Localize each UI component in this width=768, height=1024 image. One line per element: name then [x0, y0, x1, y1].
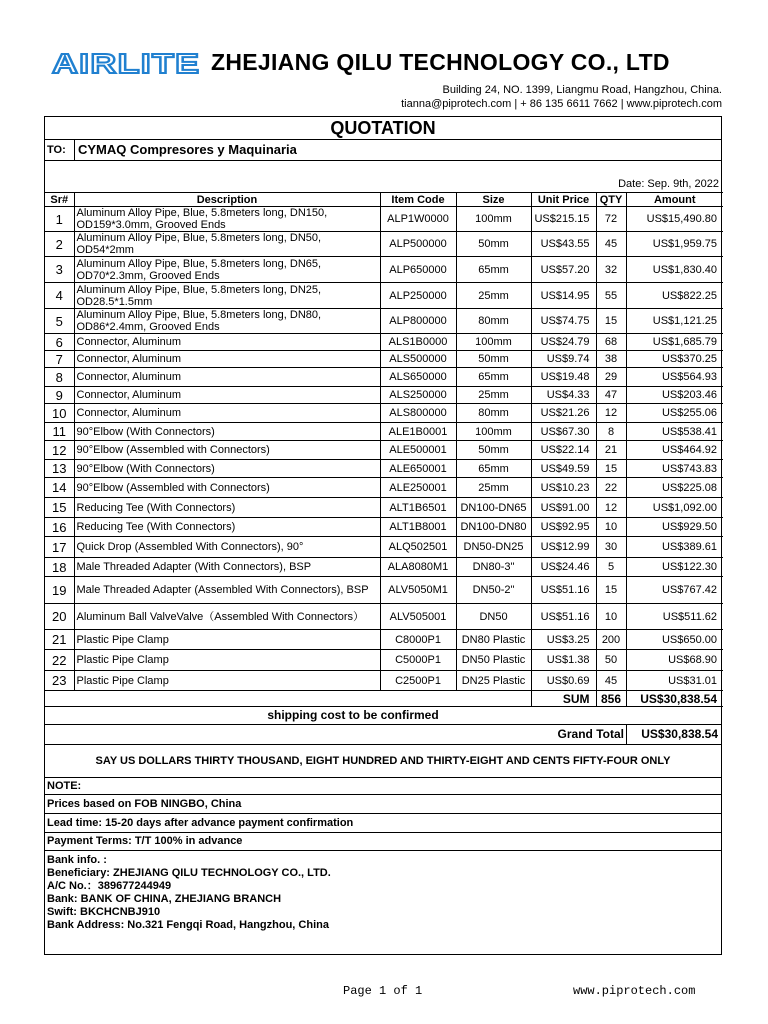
item-description: 90°Elbow (With Connectors) [74, 460, 380, 478]
note-heading: NOTE: [45, 778, 721, 795]
header-amount: Amount [626, 193, 723, 207]
bank-info [45, 851, 721, 954]
table-row [45, 368, 723, 387]
item-amount: US$743.83 [626, 460, 723, 478]
quotation-sheet [44, 116, 722, 955]
item-description: Connector, Aluminum [74, 387, 380, 404]
sum-qty: 856 [596, 691, 626, 707]
item-size: DN80-3" [456, 558, 531, 577]
item-amount: US$1,830.40 [626, 257, 723, 283]
item-description: Reducing Tee (With Connectors) [74, 498, 380, 518]
item-code: ALA8080M1 [380, 558, 456, 577]
item-description: 90°Elbow (Assembled with Connectors) [74, 441, 380, 460]
item-description: Plastic Pipe Clamp [74, 650, 380, 671]
company-name: ZHEJIANG QILU TECHNOLOGY CO., LTD [211, 49, 670, 75]
item-size: 50mm [456, 232, 531, 257]
item-size: DN100-DN65 [456, 498, 531, 518]
item-unit-price: US$21.26 [531, 404, 596, 423]
item-qty: 15 [596, 460, 626, 478]
item-unit-price: US$74.75 [531, 309, 596, 334]
item-sr: 10 [45, 404, 74, 423]
item-unit-price: US$3.25 [531, 630, 596, 650]
item-code: ALS800000 [380, 404, 456, 423]
item-qty: 30 [596, 537, 626, 558]
item-description: Connector, Aluminum [74, 351, 380, 368]
item-code: C2500P1 [380, 671, 456, 691]
item-code: ALV505001 [380, 604, 456, 630]
item-description: Reducing Tee (With Connectors) [74, 518, 380, 537]
item-size: DN50-2" [456, 577, 531, 604]
item-qty: 10 [596, 604, 626, 630]
item-amount: US$389.61 [626, 537, 723, 558]
item-unit-price: US$51.16 [531, 604, 596, 630]
shipping-note: shipping cost to be confirmed [45, 707, 721, 725]
item-unit-price: US$9.74 [531, 351, 596, 368]
sum-blank [380, 691, 456, 707]
quote-date: Date: Sep. 9th, 2022 [618, 178, 719, 190]
item-qty: 55 [596, 283, 626, 309]
table-row [45, 334, 723, 351]
table-row [45, 518, 723, 537]
item-code: ALQ502501 [380, 537, 456, 558]
item-unit-price: US$57.20 [531, 257, 596, 283]
item-qty: 45 [596, 232, 626, 257]
table-row [45, 478, 723, 498]
item-size: DN80 Plastic [456, 630, 531, 650]
bank-line: Beneficiary: ZHEJIANG QILU TECHNOLOGY CO., LTD. [47, 867, 331, 879]
to-row [45, 140, 721, 161]
bank-line: Bank: BANK OF CHINA, ZHEJIANG BRANCH [47, 893, 282, 905]
item-qty: 38 [596, 351, 626, 368]
header-size: Size [456, 193, 531, 207]
item-code: ALS500000 [380, 351, 456, 368]
item-sr: 9 [45, 387, 74, 404]
table-row [45, 404, 723, 423]
item-amount: US$564.93 [626, 368, 723, 387]
table-row [45, 351, 723, 368]
item-amount: US$370.25 [626, 351, 723, 368]
sum-amount: US$30,838.54 [626, 691, 723, 707]
sum-blank [456, 691, 531, 707]
item-size: DN50 Plastic [456, 650, 531, 671]
item-size: 25mm [456, 478, 531, 498]
item-amount: US$1,092.00 [626, 498, 723, 518]
item-sr: 16 [45, 518, 74, 537]
item-qty: 10 [596, 518, 626, 537]
item-amount: US$929.50 [626, 518, 723, 537]
item-unit-price: US$49.59 [531, 460, 596, 478]
item-code: ALP1W0000 [380, 207, 456, 232]
item-qty: 12 [596, 498, 626, 518]
item-description: Plastic Pipe Clamp [74, 630, 380, 650]
item-description: Aluminum Alloy Pipe, Blue, 5.8meters long, DN80, OD86*2.4mm, Grooved Ends [74, 309, 380, 334]
item-qty: 21 [596, 441, 626, 460]
item-qty: 29 [596, 368, 626, 387]
item-sr: 11 [45, 423, 74, 441]
table-header [45, 193, 723, 207]
sum-row [45, 691, 723, 707]
sum-blank [74, 691, 380, 707]
item-qty: 15 [596, 309, 626, 334]
item-unit-price: US$92.95 [531, 518, 596, 537]
item-code: ALP250000 [380, 283, 456, 309]
item-description: Aluminum Alloy Pipe, Blue, 5.8meters long, DN25, OD28.5*1.5mm [74, 283, 380, 309]
item-unit-price: US$67.30 [531, 423, 596, 441]
item-sr: 17 [45, 537, 74, 558]
item-sr: 12 [45, 441, 74, 460]
item-qty: 12 [596, 404, 626, 423]
item-code: ALE500001 [380, 441, 456, 460]
item-unit-price: US$22.14 [531, 441, 596, 460]
sum-blank [45, 691, 74, 707]
item-sr: 19 [45, 577, 74, 604]
item-sr: 3 [45, 257, 74, 283]
item-unit-price: US$10.23 [531, 478, 596, 498]
footer-website: www.piprotech.com [573, 984, 696, 998]
item-qty: 22 [596, 478, 626, 498]
to-label: TO: [45, 140, 75, 160]
table-row [45, 577, 723, 604]
item-amount: US$203.46 [626, 387, 723, 404]
item-description: Plastic Pipe Clamp [74, 671, 380, 691]
item-sr: 21 [45, 630, 74, 650]
item-code: ALP650000 [380, 257, 456, 283]
item-sr: 15 [45, 498, 74, 518]
item-code: ALT1B6501 [380, 498, 456, 518]
blank-row [45, 161, 721, 177]
table-row [45, 283, 723, 309]
header-sr: Sr# [45, 193, 74, 207]
item-code: C8000P1 [380, 630, 456, 650]
grand-total-row [45, 725, 721, 745]
item-unit-price: US$12.99 [531, 537, 596, 558]
item-sr: 18 [45, 558, 74, 577]
header-unit-price: Unit Price [531, 193, 596, 207]
item-sr: 13 [45, 460, 74, 478]
item-size: 25mm [456, 283, 531, 309]
item-unit-price: US$24.79 [531, 334, 596, 351]
grand-total-label: Grand Total [544, 725, 627, 744]
table-row [45, 207, 723, 232]
item-sr: 8 [45, 368, 74, 387]
item-unit-price: US$24.46 [531, 558, 596, 577]
item-qty: 32 [596, 257, 626, 283]
company-address [401, 83, 722, 111]
table-row [45, 671, 723, 691]
item-size: DN100-DN80 [456, 518, 531, 537]
item-unit-price: US$19.48 [531, 368, 596, 387]
item-sr: 1 [45, 207, 74, 232]
item-description: 90°Elbow (Assembled with Connectors) [74, 478, 380, 498]
item-amount: US$15,490.80 [626, 207, 723, 232]
item-description: Aluminum Alloy Pipe, Blue, 5.8meters long, DN65, OD70*2.3mm, Grooved Ends [74, 257, 380, 283]
item-code: ALE1B0001 [380, 423, 456, 441]
item-qty: 72 [596, 207, 626, 232]
item-size: 80mm [456, 309, 531, 334]
item-qty: 68 [596, 334, 626, 351]
item-description: Connector, Aluminum [74, 404, 380, 423]
table-row [45, 537, 723, 558]
bank-line: A/C No.：389677244949 [47, 880, 172, 892]
quotation-title: QUOTATION [45, 117, 721, 140]
item-code: ALS1B0000 [380, 334, 456, 351]
item-amount: US$767.42 [626, 577, 723, 604]
item-sr: 7 [45, 351, 74, 368]
item-sr: 2 [45, 232, 74, 257]
item-qty: 200 [596, 630, 626, 650]
item-sr: 22 [45, 650, 74, 671]
item-code: ALT1B8001 [380, 518, 456, 537]
item-qty: 45 [596, 671, 626, 691]
table-row [45, 257, 723, 283]
header-description: Description [74, 193, 380, 207]
item-amount: US$225.08 [626, 478, 723, 498]
logo-text: AIRLITE [52, 48, 201, 79]
item-description: Male Threaded Adapter (Assembled With Connectors), BSP [74, 577, 380, 604]
item-code: C5000P1 [380, 650, 456, 671]
item-description: Aluminum Alloy Pipe, Blue, 5.8meters long, DN150, OD159*3.0mm, Grooved Ends [74, 207, 380, 232]
table-row [45, 387, 723, 404]
sum-label: SUM [531, 691, 596, 707]
bank-line: Swift: BKCHCNBJ910 [47, 906, 161, 918]
item-code: ALP500000 [380, 232, 456, 257]
header-item-code: Item Code [380, 193, 456, 207]
table-row [45, 558, 723, 577]
item-description: Connector, Aluminum [74, 368, 380, 387]
item-unit-price: US$1.38 [531, 650, 596, 671]
table-row [45, 460, 723, 478]
item-sr: 5 [45, 309, 74, 334]
bank-line: Bank info. : [47, 854, 107, 866]
item-qty: 8 [596, 423, 626, 441]
item-amount: US$511.62 [626, 604, 723, 630]
item-unit-price: US$215.15 [531, 207, 596, 232]
item-size: 25mm [456, 387, 531, 404]
item-size: DN50-DN25 [456, 537, 531, 558]
table-row [45, 650, 723, 671]
item-size: DN25 Plastic [456, 671, 531, 691]
item-amount: US$1,959.75 [626, 232, 723, 257]
item-amount: US$1,121.25 [626, 309, 723, 334]
item-description: Aluminum Ball ValveValve（Assembled With Connectors） [74, 604, 380, 630]
table-row [45, 423, 723, 441]
note-price-basis: Prices based on FOB NINGBO, China [45, 795, 721, 814]
item-size: 50mm [456, 441, 531, 460]
item-qty: 15 [596, 577, 626, 604]
item-description: Aluminum Alloy Pipe, Blue, 5.8meters long, DN50, OD54*2mm [74, 232, 380, 257]
bank-line: Bank Address: No.321 Fengqi Road, Hangzhou, China [47, 919, 329, 931]
note-lead-time: Lead time: 15-20 days after advance payment confirmation [45, 814, 721, 833]
item-unit-price: US$0.69 [531, 671, 596, 691]
item-amount: US$464.92 [626, 441, 723, 460]
item-description: 90°Elbow (With Connectors) [74, 423, 380, 441]
item-qty: 5 [596, 558, 626, 577]
item-code: ALE250001 [380, 478, 456, 498]
page-number: Page 1 of 1 [343, 984, 423, 998]
company-logo [52, 48, 201, 79]
item-size: 65mm [456, 460, 531, 478]
item-size: 65mm [456, 257, 531, 283]
customer-name: CYMAQ Compresores y Maquinaria [78, 142, 297, 157]
item-qty: 47 [596, 387, 626, 404]
table-row [45, 630, 723, 650]
item-size: DN50 [456, 604, 531, 630]
item-amount: US$1,685.79 [626, 334, 723, 351]
item-amount: US$31.01 [626, 671, 723, 691]
item-code: ALE650001 [380, 460, 456, 478]
note-payment-terms: Payment Terms: T/T 100% in advance [45, 833, 721, 851]
item-sr: 23 [45, 671, 74, 691]
header-qty: QTY [596, 193, 626, 207]
item-unit-price: US$4.33 [531, 387, 596, 404]
item-size: 100mm [456, 207, 531, 232]
item-amount: US$650.00 [626, 630, 723, 650]
grand-total-value: US$30,838.54 [641, 727, 718, 741]
item-unit-price: US$51.16 [531, 577, 596, 604]
item-sr: 14 [45, 478, 74, 498]
item-unit-price: US$14.95 [531, 283, 596, 309]
item-description: Connector, Aluminum [74, 334, 380, 351]
item-size: 100mm [456, 334, 531, 351]
table-row [45, 604, 723, 630]
item-code: ALP800000 [380, 309, 456, 334]
item-amount: US$68.90 [626, 650, 723, 671]
item-size: 80mm [456, 404, 531, 423]
item-amount: US$255.06 [626, 404, 723, 423]
item-unit-price: US$43.55 [531, 232, 596, 257]
item-amount: US$822.25 [626, 283, 723, 309]
item-sr: 4 [45, 283, 74, 309]
table-row [45, 309, 723, 334]
address-line-1: Building 24, NO. 1399, Liangmu Road, Hangzhou, China. [442, 84, 722, 96]
items-table [45, 192, 723, 707]
contact-line: tianna@piprotech.com | + 86 135 6611 7662 | www.piprotech.com [401, 98, 722, 110]
item-description: Quick Drop (Assembled With Connectors), 90° [74, 537, 380, 558]
item-qty: 50 [596, 650, 626, 671]
table-row [45, 498, 723, 518]
table-row [45, 232, 723, 257]
item-amount: US$538.41 [626, 423, 723, 441]
item-size: 100mm [456, 423, 531, 441]
item-description: Male Threaded Adapter (With Connectors), BSP [74, 558, 380, 577]
item-size: 65mm [456, 368, 531, 387]
item-unit-price: US$91.00 [531, 498, 596, 518]
item-amount: US$122.30 [626, 558, 723, 577]
item-code: ALS650000 [380, 368, 456, 387]
amount-in-words: SAY US DOLLARS THIRTY THOUSAND, EIGHT HUNDRED AND THIRTY-EIGHT AND CENTS FIFTY-FOUR ONLY [45, 745, 721, 778]
item-size: 50mm [456, 351, 531, 368]
item-code: ALS250000 [380, 387, 456, 404]
table-row [45, 441, 723, 460]
item-sr: 20 [45, 604, 74, 630]
item-code: ALV5050M1 [380, 577, 456, 604]
item-sr: 6 [45, 334, 74, 351]
